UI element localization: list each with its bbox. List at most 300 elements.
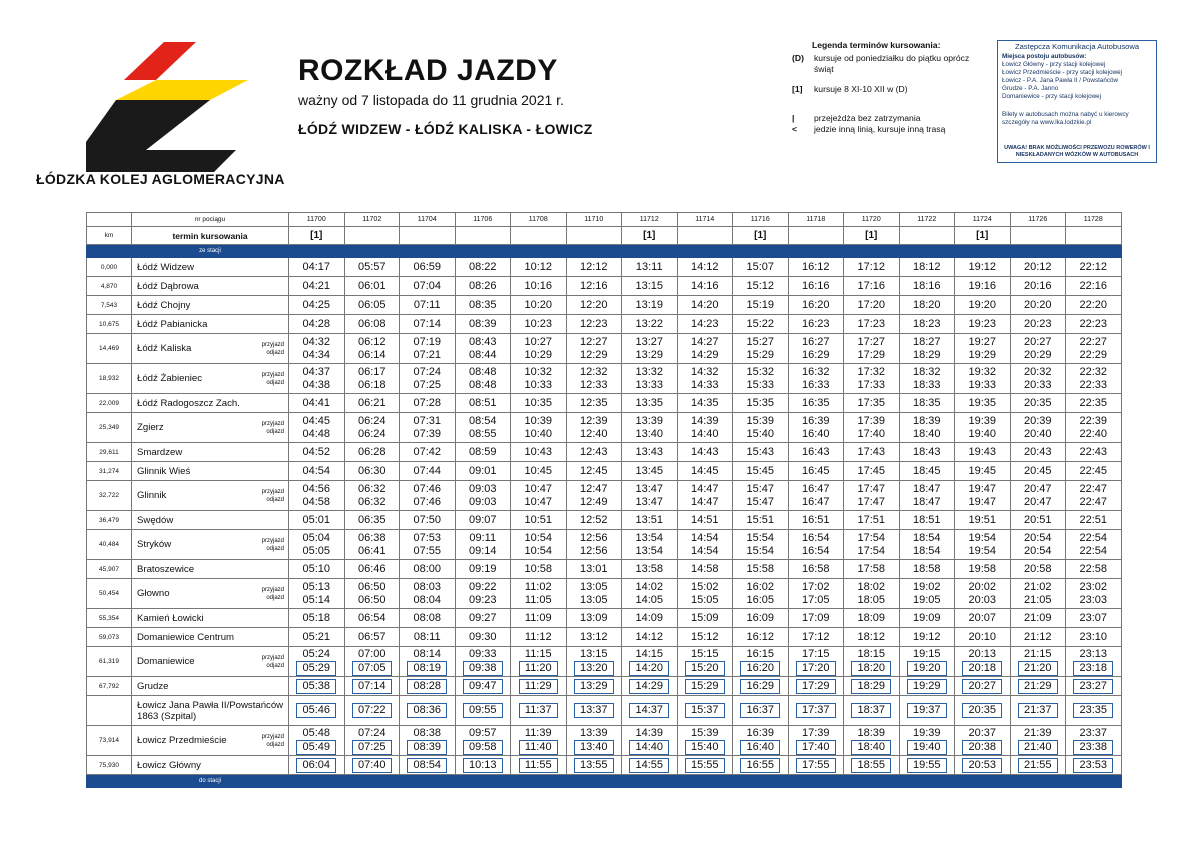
departure-time: 20:03 xyxy=(968,593,997,606)
time-cell xyxy=(955,462,1011,481)
arrival-time: 17:27 xyxy=(857,335,886,348)
time-cell xyxy=(788,511,844,530)
bus-time: 11:29 xyxy=(519,679,558,694)
station-row xyxy=(87,696,1122,726)
time: 12:16 xyxy=(579,279,608,292)
time-cell xyxy=(733,628,789,647)
time-cell xyxy=(566,258,622,277)
time: 14:23 xyxy=(690,317,719,330)
time-cell xyxy=(1066,364,1122,394)
arrival-time: 16:54 xyxy=(801,531,830,544)
time: 20:35 xyxy=(1023,396,1052,409)
time-cell xyxy=(788,647,844,677)
station-row xyxy=(87,258,1122,277)
time: 20:23 xyxy=(1023,317,1052,330)
time-cell xyxy=(677,296,733,315)
time: 13:12 xyxy=(579,630,608,643)
time-cell xyxy=(955,628,1011,647)
time-cell xyxy=(511,696,567,726)
arrival-time: 06:24 xyxy=(357,414,386,427)
station-cell xyxy=(132,677,289,696)
departure-time: 14:29 xyxy=(690,348,719,361)
time-cell xyxy=(344,530,400,560)
station-cell xyxy=(132,462,289,481)
departure-time: 12:49 xyxy=(579,495,608,508)
bus-time: 07:40 xyxy=(352,758,392,773)
bus-time: 13:55 xyxy=(574,758,614,773)
band-cell xyxy=(788,245,844,258)
time-cell xyxy=(677,443,733,462)
time: 05:01 xyxy=(302,513,331,526)
band-cell xyxy=(844,775,900,788)
time-cell xyxy=(511,462,567,481)
time: 06:01 xyxy=(357,279,386,292)
arrival-time: 06:32 xyxy=(357,482,386,495)
time: 17:35 xyxy=(857,396,886,409)
band-cell xyxy=(622,775,678,788)
time: 08:08 xyxy=(413,611,442,624)
bus-time: 18:29 xyxy=(851,679,891,694)
departure-time: 07:46 xyxy=(413,495,442,508)
validity-period: ważny od 7 listopada do 11 grudnia 2021 r. xyxy=(298,92,564,108)
time-cell xyxy=(788,296,844,315)
station-cell xyxy=(132,628,289,647)
arrival-time: 07:31 xyxy=(413,414,442,427)
bus-departure-time: 14:40 xyxy=(629,740,669,755)
time-cell xyxy=(622,481,678,511)
time-cell xyxy=(622,443,678,462)
band-cell xyxy=(622,245,678,258)
time-cell xyxy=(955,756,1011,775)
time: 14:20 xyxy=(690,298,719,311)
time-cell xyxy=(1010,334,1066,364)
bus-departure-time: 21:40 xyxy=(1018,740,1058,755)
station-row xyxy=(87,364,1122,394)
station-km: 45,907 xyxy=(87,560,132,579)
time: 18:12 xyxy=(912,260,941,273)
time-cell xyxy=(400,677,456,696)
bus-departure-time: 15:40 xyxy=(685,740,725,755)
time-cell xyxy=(844,609,900,628)
departure-time: 12:33 xyxy=(579,378,608,391)
time-cell xyxy=(899,443,955,462)
arrival-time: 20:39 xyxy=(1023,414,1052,427)
bus-departure-time: 19:40 xyxy=(907,740,947,755)
departure-time: 22:33 xyxy=(1079,378,1108,391)
arrival-time: 07:24 xyxy=(413,365,442,378)
station-km: 55,354 xyxy=(87,609,132,628)
time-cell xyxy=(844,677,900,696)
arrival-departure-labels xyxy=(262,371,284,387)
from-station-label: ze stacji xyxy=(132,245,289,258)
band-cell xyxy=(1010,775,1066,788)
time-cell xyxy=(566,560,622,579)
station-km: 61,319 xyxy=(87,647,132,677)
time: 13:19 xyxy=(635,298,664,311)
band-cell xyxy=(899,245,955,258)
time-cell xyxy=(733,394,789,413)
arrival-time: 22:27 xyxy=(1079,335,1108,348)
time: 19:51 xyxy=(968,513,997,526)
time: 13:43 xyxy=(635,445,664,458)
time-cell xyxy=(733,443,789,462)
time-cell xyxy=(955,726,1011,756)
time: 09:07 xyxy=(468,513,497,526)
time-cell xyxy=(955,394,1011,413)
time-cell xyxy=(622,609,678,628)
time-cell xyxy=(733,511,789,530)
time-cell xyxy=(955,677,1011,696)
time-cell xyxy=(622,394,678,413)
time: 15:51 xyxy=(746,513,775,526)
arrival-departure-labels xyxy=(262,586,284,602)
bus-departure-time: 16:40 xyxy=(740,740,780,755)
term-row xyxy=(87,227,1122,245)
station-row xyxy=(87,511,1122,530)
departure-time: 16:40 xyxy=(801,427,830,440)
time-cell xyxy=(511,530,567,560)
arrival-time: 14:02 xyxy=(635,580,664,593)
time-cell xyxy=(1010,481,1066,511)
time-cell xyxy=(400,726,456,756)
time-cell xyxy=(400,296,456,315)
time-cell xyxy=(788,530,844,560)
time: 10:58 xyxy=(524,562,553,575)
arrival-time: 18:39 xyxy=(912,414,941,427)
legend-key: < xyxy=(792,124,798,134)
arrival-time: 15:02 xyxy=(690,580,719,593)
time-cell xyxy=(455,726,511,756)
arrival-time: 05:04 xyxy=(302,531,331,544)
departure-time: 17:54 xyxy=(857,544,886,557)
station-row xyxy=(87,413,1122,443)
time-cell xyxy=(955,696,1011,726)
bus-departure-time: 23:18 xyxy=(1073,661,1113,676)
time-cell xyxy=(511,277,567,296)
bus-time: 11:37 xyxy=(519,703,558,718)
time-cell xyxy=(844,443,900,462)
time-cell xyxy=(955,277,1011,296)
departure-time: 12:56 xyxy=(579,544,608,557)
time-cell xyxy=(1066,647,1122,677)
time: 19:45 xyxy=(968,464,997,477)
station-row xyxy=(87,756,1122,775)
time: 04:41 xyxy=(302,396,331,409)
bus-departure-time: 09:58 xyxy=(463,740,503,755)
arrival-time: 12:56 xyxy=(579,531,608,544)
time-cell xyxy=(344,413,400,443)
time: 17:12 xyxy=(857,260,886,273)
time-cell xyxy=(1066,609,1122,628)
time-cell xyxy=(677,413,733,443)
arrival-time: 12:32 xyxy=(579,365,608,378)
bus-time: 19:29 xyxy=(907,679,947,694)
departure-time: 18:33 xyxy=(912,378,941,391)
time-cell xyxy=(566,511,622,530)
station-name: Łódź Żabieniec xyxy=(137,373,203,384)
train-number: 11720 xyxy=(844,213,900,227)
time-cell xyxy=(955,579,1011,609)
station-name: Glinnik xyxy=(137,490,167,501)
time: 17:16 xyxy=(857,279,886,292)
time-cell xyxy=(289,394,345,413)
departure-time: 19:40 xyxy=(968,427,997,440)
arrival-departure-labels xyxy=(262,420,284,436)
bus-departure-time: 18:40 xyxy=(851,740,891,755)
departure-time: 20:54 xyxy=(1023,544,1052,557)
time-cell xyxy=(733,258,789,277)
from-station-band xyxy=(87,245,1122,258)
time: 12:23 xyxy=(579,317,608,330)
arrival-time: 13:54 xyxy=(635,531,664,544)
time: 17:51 xyxy=(857,513,886,526)
bus-time: 14:37 xyxy=(629,703,669,718)
time-cell xyxy=(733,696,789,726)
bus-time: 09:55 xyxy=(463,703,503,718)
station-row xyxy=(87,579,1122,609)
time-cell xyxy=(511,334,567,364)
time-cell xyxy=(344,756,400,775)
time-cell xyxy=(955,315,1011,334)
time-cell xyxy=(289,413,345,443)
time: 15:12 xyxy=(690,630,719,643)
arrival-time: 04:45 xyxy=(302,414,331,427)
departure-time: 22:29 xyxy=(1079,348,1108,361)
time-cell xyxy=(1010,579,1066,609)
bus-departure-time: 11:20 xyxy=(519,661,558,676)
station-name: Łódź Chojny xyxy=(137,299,191,311)
time-cell xyxy=(344,315,400,334)
departure-time: 10:47 xyxy=(524,495,553,508)
km-label: km xyxy=(87,227,132,245)
time: 06:59 xyxy=(413,260,442,273)
train-number: 11722 xyxy=(899,213,955,227)
time-cell xyxy=(566,334,622,364)
arrival-time: 16:15 xyxy=(746,647,775,660)
bus-departure-time: 07:25 xyxy=(352,740,392,755)
time: 08:59 xyxy=(468,445,497,458)
legend-entry xyxy=(792,124,982,135)
station-name: Glinnik Wieś xyxy=(137,465,191,477)
time: 08:39 xyxy=(468,317,497,330)
departure-time: 19:05 xyxy=(912,593,941,606)
station-km: 36,479 xyxy=(87,511,132,530)
time-cell xyxy=(455,609,511,628)
arrival-time: 07:00 xyxy=(357,647,386,660)
time-cell xyxy=(1066,462,1122,481)
blank-cell xyxy=(87,213,132,227)
train-number: 11708 xyxy=(511,213,567,227)
arrival-time: 20:32 xyxy=(1023,365,1052,378)
station-row xyxy=(87,481,1122,511)
bus-departure-time: 18:20 xyxy=(851,661,891,676)
arrival-time: 08:43 xyxy=(468,335,497,348)
arrival-time: 14:39 xyxy=(690,414,719,427)
term-code: [1] xyxy=(289,227,345,245)
departure-time: 04:38 xyxy=(302,378,331,391)
time-cell xyxy=(289,560,345,579)
time-cell xyxy=(566,481,622,511)
time-cell xyxy=(899,315,955,334)
departure-time: 05:14 xyxy=(302,593,331,606)
time-cell xyxy=(844,511,900,530)
arrival-time: 07:19 xyxy=(413,335,442,348)
time: 14:12 xyxy=(690,260,719,273)
arrival-time: 13:32 xyxy=(635,365,664,378)
time: 23:10 xyxy=(1079,630,1108,643)
station-km: 75,930 xyxy=(87,756,132,775)
arrival-time: 17:54 xyxy=(857,531,886,544)
train-number: 11714 xyxy=(677,213,733,227)
bus-time: 19:55 xyxy=(907,758,947,773)
departure-time: 19:47 xyxy=(968,495,997,508)
arrival-time: 09:22 xyxy=(468,580,497,593)
bus-departure-time: 15:20 xyxy=(685,661,725,676)
departure-label: odjazd xyxy=(266,662,284,669)
time: 20:45 xyxy=(1023,464,1052,477)
time-cell xyxy=(511,560,567,579)
time-cell xyxy=(622,277,678,296)
departure-time: 13:05 xyxy=(579,593,608,606)
time: 09:27 xyxy=(468,611,497,624)
departure-time: 16:47 xyxy=(801,495,830,508)
time: 15:43 xyxy=(746,445,775,458)
departure-time: 15:54 xyxy=(746,544,775,557)
train-number: 11710 xyxy=(566,213,622,227)
time-cell xyxy=(344,334,400,364)
departure-time: 20:40 xyxy=(1023,427,1052,440)
term-code: [1] xyxy=(622,227,678,245)
bus-time: 17:37 xyxy=(796,703,836,718)
train-number: 11728 xyxy=(1066,213,1122,227)
time-cell xyxy=(788,334,844,364)
arrival-time: 18:27 xyxy=(912,335,941,348)
time-cell xyxy=(344,677,400,696)
station-km: 59,073 xyxy=(87,628,132,647)
train-number: 11706 xyxy=(455,213,511,227)
time-cell xyxy=(733,462,789,481)
time-cell xyxy=(788,315,844,334)
time: 18:12 xyxy=(857,630,886,643)
station-name: Bratoszewice xyxy=(137,563,195,575)
time: 15:09 xyxy=(690,611,719,624)
time-cell xyxy=(1066,296,1122,315)
station-cell xyxy=(132,756,289,775)
arrival-time: 21:15 xyxy=(1023,647,1052,660)
arrival-time: 10:32 xyxy=(524,365,553,378)
time-cell xyxy=(1010,462,1066,481)
time-cell xyxy=(677,756,733,775)
time-cell xyxy=(844,579,900,609)
band-cell xyxy=(788,775,844,788)
time: 18:20 xyxy=(912,298,941,311)
arrival-departure-labels xyxy=(262,537,284,553)
departure-time: 04:58 xyxy=(302,495,331,508)
station-row xyxy=(87,334,1122,364)
station-cell xyxy=(132,334,289,364)
time: 14:12 xyxy=(635,630,664,643)
bus-time: 07:14 xyxy=(352,679,392,694)
time-cell xyxy=(455,530,511,560)
time-cell xyxy=(622,258,678,277)
time: 22:58 xyxy=(1079,562,1108,575)
logo-yellow-stripe xyxy=(116,80,248,100)
time: 11:12 xyxy=(524,630,552,643)
time-cell xyxy=(1066,334,1122,364)
time-cell xyxy=(899,511,955,530)
bus-time: 23:35 xyxy=(1073,703,1113,718)
time-cell xyxy=(677,609,733,628)
time: 16:35 xyxy=(801,396,830,409)
time-cell xyxy=(788,277,844,296)
band-cell xyxy=(733,245,789,258)
time-cell xyxy=(788,462,844,481)
time: 05:21 xyxy=(302,630,331,643)
legend-text: jedzie inną linią, kursuje inną trasą xyxy=(814,124,946,134)
departure-time: 17:29 xyxy=(857,348,886,361)
time-cell xyxy=(844,258,900,277)
departure-time: 07:39 xyxy=(413,427,442,440)
station-cell xyxy=(132,258,289,277)
band-cell xyxy=(733,775,789,788)
station-km: 4,870 xyxy=(87,277,132,296)
arrival-time: 05:24 xyxy=(302,647,331,660)
bus-info-line: Domaniewice - przy stacji kolejowej xyxy=(1002,93,1102,100)
departure-time: 06:18 xyxy=(357,378,386,391)
arrival-time: 16:39 xyxy=(746,726,775,739)
bus-tickets-info: Bilety w autobusach można nabyć u kierowcy szczegóły na www.lka.lodzkie.pl xyxy=(1002,111,1129,126)
time: 14:51 xyxy=(690,513,719,526)
departure-time: 09:03 xyxy=(468,495,497,508)
time-cell xyxy=(1010,609,1066,628)
time-cell xyxy=(344,579,400,609)
station-row xyxy=(87,296,1122,315)
time-cell xyxy=(844,315,900,334)
time-cell xyxy=(455,462,511,481)
bus-time: 05:38 xyxy=(296,679,336,694)
bus-time: 23:27 xyxy=(1073,679,1113,694)
time-cell xyxy=(455,413,511,443)
time-cell xyxy=(1010,677,1066,696)
bus-info-line: Miejsca postoju autobusów: xyxy=(1002,53,1087,60)
time-cell xyxy=(455,647,511,677)
time-cell xyxy=(899,579,955,609)
departure-time: 20:33 xyxy=(1023,378,1052,391)
legend-key: | xyxy=(792,113,795,123)
time: 20:20 xyxy=(1023,298,1052,311)
time-cell xyxy=(511,443,567,462)
departure-time: 15:40 xyxy=(746,427,775,440)
time-cell xyxy=(1010,756,1066,775)
time-cell xyxy=(1066,413,1122,443)
bus-departure-time: 17:40 xyxy=(796,740,836,755)
time: 12:45 xyxy=(579,464,608,477)
time-cell xyxy=(788,481,844,511)
time-cell xyxy=(566,277,622,296)
arrival-time: 20:54 xyxy=(1023,531,1052,544)
bus-time: 11:55 xyxy=(519,758,558,773)
station-name: Zgierz xyxy=(137,422,164,433)
band-cell xyxy=(344,245,400,258)
time-cell xyxy=(788,677,844,696)
arrival-time: 14:39 xyxy=(635,726,664,739)
time-cell xyxy=(289,647,345,677)
time: 14:58 xyxy=(690,562,719,575)
time-cell xyxy=(677,364,733,394)
band-cell xyxy=(677,775,733,788)
time-cell xyxy=(566,315,622,334)
bus-time: 10:13 xyxy=(463,758,503,773)
